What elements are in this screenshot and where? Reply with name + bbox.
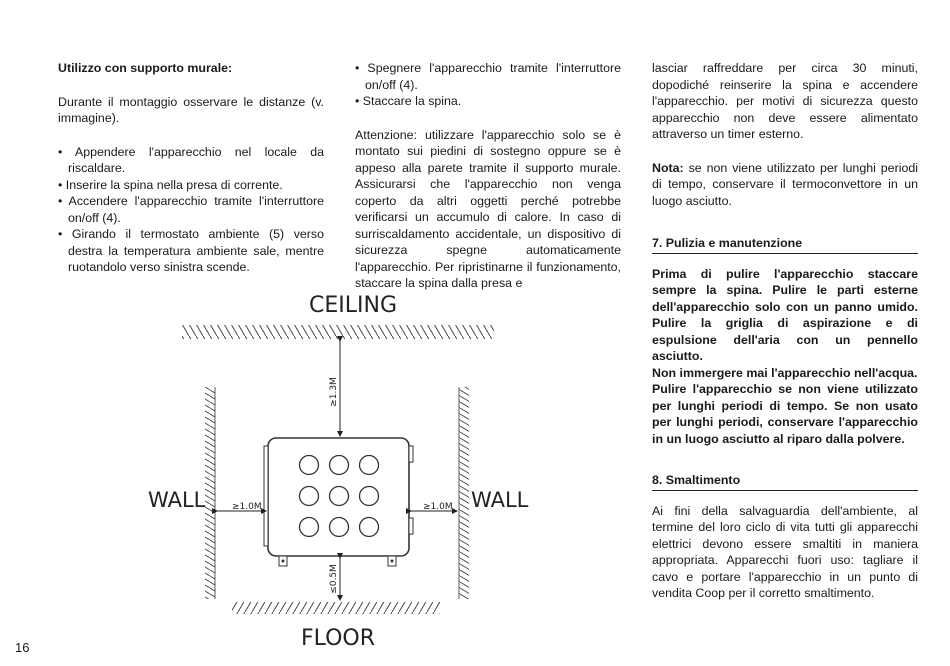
right-clearance-label: ≥1.0M [423,502,453,512]
page-number: 16 [15,640,30,655]
wall-mount-heading: Utilizzo con supporto murale: [58,61,233,75]
intro-paragraph: Durante il montaggio osservare le distanze (v. immagine). [58,94,324,125]
list-item: • Girando il termostato ambiente (5) verso destra la temperatura ambiente sale, mentre ruotandolo verso sinistra scende. [58,227,324,274]
right-wall-hatch [459,387,469,599]
ceiling-hatch [182,325,494,339]
section-7-title: 7. Pulizia e manutenzione [652,235,918,254]
section-8-title: 8. Smaltimento [652,472,918,491]
top-clearance-label: ≥1.3M [329,377,339,407]
section-7-body: Prima di pulire l'apparecchio staccare sempre la spina. Pulire le parti esterne dell'apparecchio solo con un panno umido. Pulire la griglia di aspirazione e di espulsione dell'aria con un pennello asciutto. [652,266,918,363]
floor-hatch [232,602,440,614]
note-label: Nota: [652,160,684,175]
list-item: • Inserire la spina nella presa di corrente. [58,177,283,192]
list-item: • Staccare la spina. [355,94,462,108]
attention-paragraph: Attenzione: utilizzare l'apparecchio solo se è montato sui piedini di sostegno oppure se è appeso alla parete tramite il supporto murale. Assicurarsi che l'apparecchio non venga coperto da altri oggetti perché potrebbe verificarsi un accumulo di calore. In caso di surriscaldamento accidentale, un dispositivo di sicurezza spegne automaticamente l'apparecchio. Per ripristinarne il funzionamento, staccare la spina dalla presa e [355,127,621,290]
list-item: • Appendere l'apparecchio nel locale da riscaldare. [58,144,324,175]
floor-label: FLOOR [300,626,376,651]
left-wall-label: WALL [148,488,206,512]
left-wall-hatch [205,387,215,599]
list-item: • Spegnere l'apparecchio tramite l'interruttore on/off (4). [355,61,621,92]
section-7-storage: Pulire l'apparecchio se non viene utilizzato per lunghi periodi di tempo. Se non usato per lunghi periodi, conservare l'apparecchio in un luogo asciutto al riparo dalla polvere. [652,382,918,446]
bottom-clearance-label: ≤0.5M [329,564,339,594]
continuation-paragraph: lasciar raffreddare per circa 30 minuti, dopodiché reinserire la spina e accendere l'apparecchio. per motivi di sicurezza questo apparecchio non deve essere alimentato attraverso un timer esterno. [652,61,918,141]
ceiling-label: CEILING [309,293,397,318]
section-7-warning: Non immergere mai l'apparecchio nell'acqua. [652,365,918,380]
list-item: • Accendere l'apparecchio tramite l'interruttore on/off (4). [58,194,324,225]
left-clearance-label: ≥1.0M [232,502,262,512]
right-wall-label: WALL [471,488,529,512]
note-text: se non viene utilizzato per lunghi periodi di tempo, conservare il termoconvettore in un luogo asciutto. [652,160,918,208]
heater-body [264,438,413,566]
section-8-body: Ai fini della salvaguardia dell'ambiente, al termine del loro ciclo di vita tutti gli apparecchi elettrici devono essere smaltiti in maniera appropriata. Apparecchi fuori uso: tagliare il cavo e portare l'apparecchio in un punto di vendita Coop per il corretto smaltimento. [652,503,918,600]
